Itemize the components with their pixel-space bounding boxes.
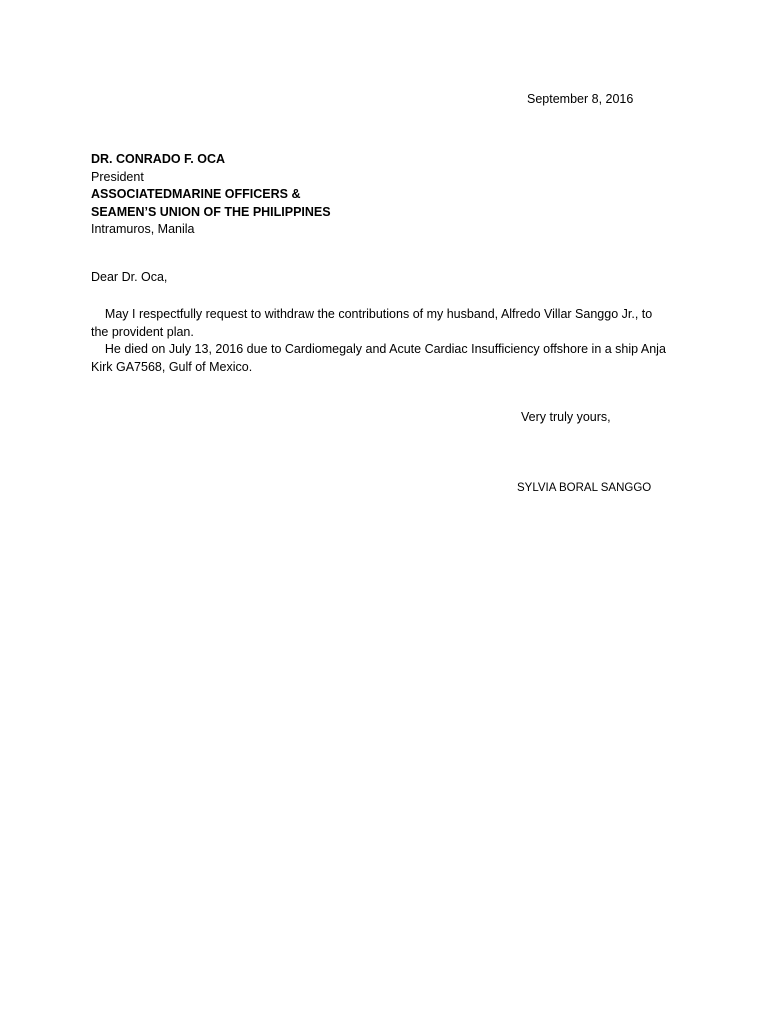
closing: Very truly yours, (521, 410, 611, 424)
body-paragraph-2 (91, 341, 671, 376)
letter-body (91, 306, 671, 376)
recipient-block (91, 151, 331, 239)
recipient-organization-line1: ASSOCIATEDMARINE OFFICERS & (91, 187, 301, 201)
body-paragraph-2-line-1 (91, 341, 671, 359)
body-paragraph-1-line-1 (91, 306, 671, 324)
body-paragraph-1 (91, 306, 671, 341)
recipient-name: DR. CONRADO F. OCA (91, 152, 226, 166)
salutation: Dear Dr. Oca, (91, 270, 168, 284)
body-paragraph-2-line-2: Kirk GA7568, Gulf of Mexico. (91, 359, 253, 374)
body-paragraph-1-line-2: the provident plan. (91, 324, 194, 339)
signatory-name: SYLVIA BORAL SANGGO (517, 482, 652, 494)
recipient-address: Intramuros, Manila (91, 222, 195, 236)
body-paragraph-2-line-1-text: He died on July 13, 2016 due to Cardiomegaly and Acute Cardiac Insufficiency offshore in a ship Anja (104, 342, 666, 356)
recipient-title: President (91, 169, 144, 184)
recipient-organization-line2: SEAMEN’S UNION OF THE PHILIPPINES (91, 204, 331, 219)
letter-date: September 8, 2016 (527, 92, 634, 106)
body-paragraph-1-line-1-text: May I respectfully request to withdraw the contributions of my husband, Alfredo Villar Sanggo Jr., to (104, 307, 653, 321)
